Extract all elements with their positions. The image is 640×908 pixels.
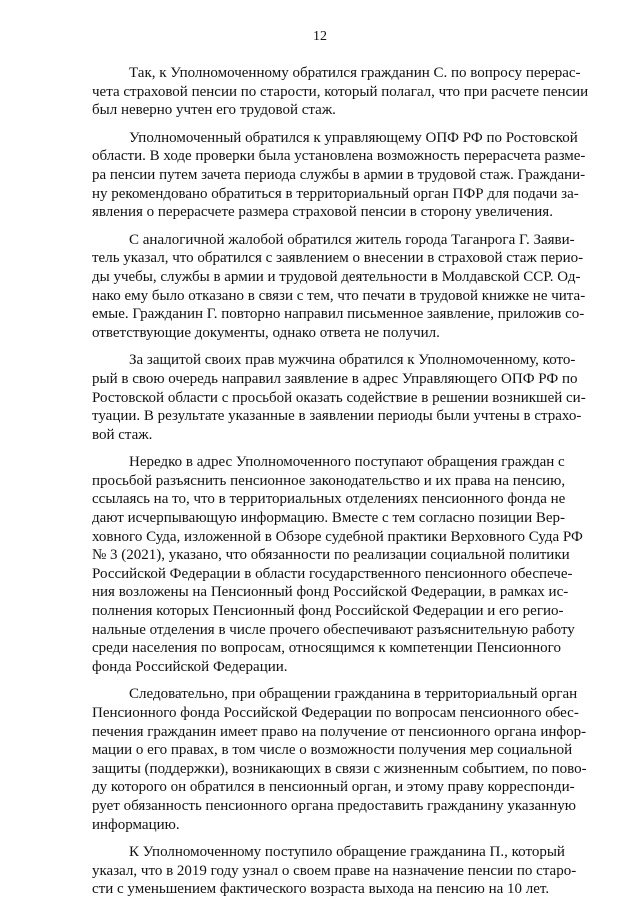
text-line: емые. Гражданин Г. повторно направил письменное заявление, приложив со- (92, 306, 585, 323)
text-line: Уполномоченный обратился к управляющему ОПФ РФ по Ростовской (129, 129, 578, 146)
text-line: ды учебы, службы в армии и трудовой деятельности в Молдавской ССР. Од- (92, 268, 581, 285)
text-line: Нередко в адрес Уполномоченного поступают обращения граждан с (129, 454, 565, 471)
text-line: С аналогичной жалобой обратился житель города Таганрога Г. Заяви- (129, 231, 575, 248)
text-line: вой стаж. (92, 426, 153, 443)
text-line: К Уполномоченному поступило обращение гражданина П., который (129, 844, 565, 861)
text-line: Российской Федерации в области государственного пенсионного обеспече- (92, 565, 573, 582)
text-line: рый в свою очередь направил заявление в адрес Управляющего ОПФ РФ по (92, 370, 578, 387)
paragraph-7 (92, 843, 597, 899)
text-line: туации. В результате указанные в заявлении периоды были учтены в страхо- (92, 408, 582, 425)
text-line: просьбой разъяснить пенсионное законодательство и их права на пенсию, (92, 472, 566, 489)
text-line: ховного Суда, изложенной в Обзоре судебной практики Верховного Суда РФ (92, 528, 583, 545)
text-line: ду которого он обратился в пенсионный орган, и этому праву корреспонди- (92, 779, 575, 796)
text-line: нальные отделения в числе прочего обеспечивают разъяснительную работу (92, 621, 575, 638)
text-line: дают исчерпывающую информацию. Вместе с тем согласно позиции Вер- (92, 510, 566, 527)
text-line: ну рекомендовано обратиться в территориальный орган ПФР для подачи за- (92, 185, 579, 202)
text-line: ра пенсии путем зачета периода службы в армии в трудовой стаж. Граждани- (92, 166, 586, 183)
text-line: был неверно учтен его трудовой стаж. (92, 102, 336, 119)
text-line: Ростовской области с просьбой оказать содействие в решении возникшей си- (92, 389, 586, 406)
text-line: За защитой своих прав мужчина обратился к Уполномоченному, кото- (129, 352, 576, 369)
text-line: фонда Российской Федерации. (92, 658, 288, 675)
text-line: области. В ходе проверки была установлена возможность перерасчета разме- (92, 148, 586, 165)
text-line: Следовательно, при обращении гражданина в территориальный орган (129, 686, 578, 703)
text-line: защиты (поддержки), возникающих в связи с жизненным событием, по пово- (92, 760, 587, 777)
text-line: ответствующие документы, однако ответа не получил. (92, 324, 440, 341)
text-line: Пенсионного фонда Российской Федерации по вопросам пенсионного обес- (92, 705, 579, 721)
text-line: рует обязанность пенсионного органа предоставить гражданину указанную (92, 797, 576, 814)
text-line: № 3 (2021), указано, что обязанности по реализации социальной политики (92, 547, 570, 564)
text-line: ссылаясь на то, что в территориальных отделениях пенсионного фонда не (92, 491, 566, 508)
text-line: среди населения по вопросам, относящимся к компетенции Пенсионного (92, 640, 561, 657)
text-line: чета страховой пенсии по старости, который полагал, что при расчете пенсии (92, 83, 589, 100)
text-line: сти с уменьшением фактического возраста выхода на пенсию на 10 лет. (92, 881, 550, 898)
paragraph-1 (92, 64, 597, 120)
text-line: печения гражданин имеет право на получение от пенсионного органа инфор- (92, 723, 587, 740)
paragraph-6 (92, 685, 597, 834)
text-line: тель указал, что обратился с заявлением о внесении в страховой стаж перио- (92, 250, 584, 267)
text-line: ния возложены на Пенсионный фонд Российской Федерации, в рамках ис- (92, 584, 569, 601)
document-body (92, 64, 597, 908)
text-line: мации о его правах, в том числе о возможности получения мер социальной (92, 742, 573, 759)
paragraph-2 (92, 129, 597, 222)
text-line: указал, что в 2019 году узнал о своем праве на назначение пенсии по старо- (92, 862, 577, 879)
text-line: Так, к Уполномоченному обратился гражданин С. по вопросу перерас- (129, 65, 581, 81)
text-line: нако ему было отказано в связи с тем, что печати в трудовой книжке не чита- (92, 287, 586, 304)
page-number: 12 (313, 29, 327, 44)
paragraph-4 (92, 351, 597, 444)
text-line: информацию. (92, 816, 180, 833)
paragraph-3 (92, 231, 597, 343)
text-line: полнения которых Пенсионный фонд Российской Федерации и его регио- (92, 603, 564, 620)
text-line: явления о перерасчете размера страховой пенсии в сторону увеличения. (92, 204, 553, 221)
paragraph-5 (92, 453, 597, 676)
